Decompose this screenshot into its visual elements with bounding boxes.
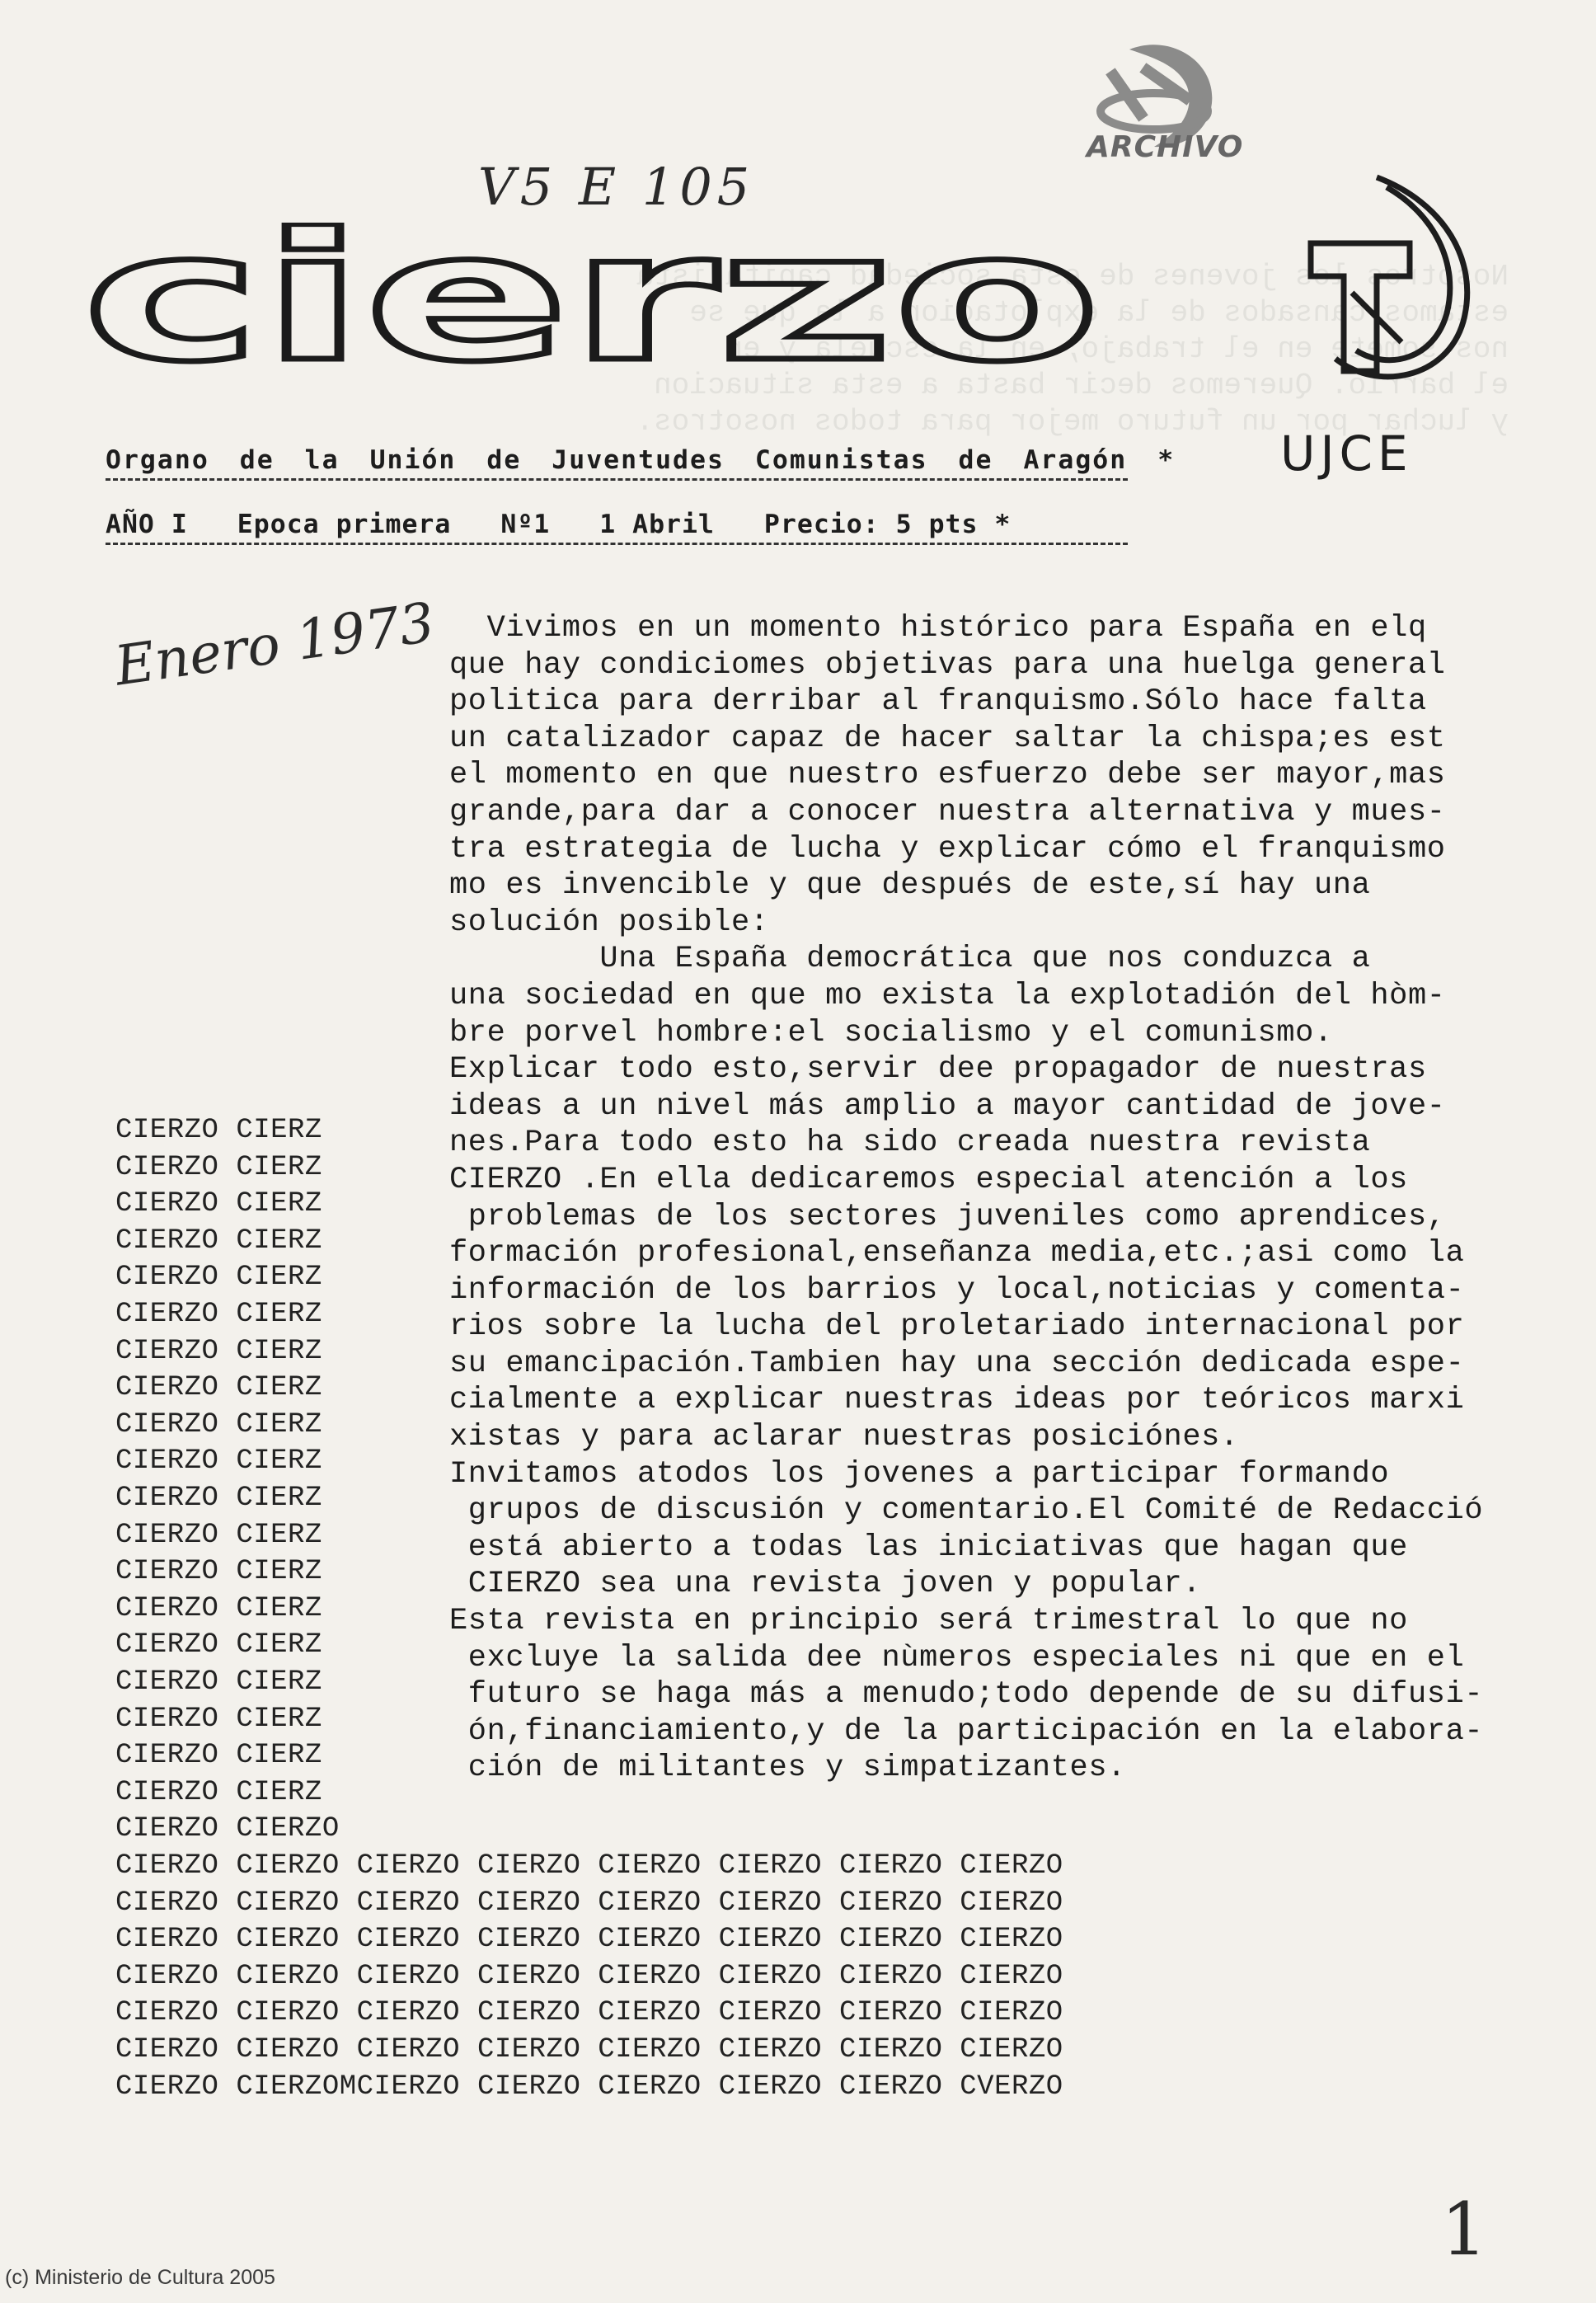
- cierzo-pattern-line: CIERZO CIERZ: [115, 1335, 322, 1367]
- body-line: CIERZO sea una revista joven y popular.: [449, 1567, 1202, 1602]
- body-line: problemas de los sectores juveniles como aprendices,: [449, 1199, 1446, 1234]
- cierzo-pattern-line: CIERZO CIERZ: [115, 1592, 322, 1624]
- body-line: Una España democrática que nos conduzca a: [449, 942, 1371, 977]
- archive-stamp-label: ARCHIVO: [1087, 130, 1244, 164]
- handwritten-page-number: 1: [1441, 2187, 1487, 2272]
- subtitle-word: de: [958, 445, 993, 475]
- cierzo-pattern-line: CIERZO CIERZ: [115, 1372, 322, 1404]
- body-line: está abierto a todas las iniciativas que hagan que: [449, 1530, 1408, 1565]
- body-line: formación profesional,enseñanza media,etc.;asi como la: [449, 1236, 1465, 1271]
- body-line: bre porvel hombre:el socialismo y el comunismo.: [449, 1015, 1333, 1050]
- body-line: el momento en que nuestro esfuerzo debe ser mayor,mas: [449, 758, 1446, 793]
- body-line: excluye la salida dee nùmeros especiales ni que en el: [449, 1640, 1465, 1676]
- editorial-body: [449, 610, 1496, 1787]
- handwritten-date: Enero 1973: [110, 590, 439, 698]
- cierzo-pattern-line: CIERZO CIERZ: [115, 1298, 322, 1330]
- subtitle-word: Juventudes: [552, 445, 725, 475]
- cierzo-pattern-line: CIERZO CIERZOMCIERZO CIERZO CIERZO CIERZO CIERZO CVERZO: [115, 2070, 1063, 2103]
- body-line: cialmente a explicar nuestras ideas por teóricos marxi: [449, 1383, 1465, 1418]
- ujce-label: UJCE: [1280, 425, 1413, 482]
- cierzo-pattern-line: CIERZO CIERZO CIERZO CIERZO CIERZO CIERZO CIERZO CIERZO: [115, 1960, 1063, 1992]
- body-line: información de los barrios y local,noticias y comenta-: [449, 1272, 1465, 1308]
- cierzo-pattern-line: CIERZO CIERZO CIERZO CIERZO CIERZO CIERZO CIERZO CIERZO: [115, 1850, 1063, 1882]
- body-line: rios sobre la lucha del proletariado internacional por: [449, 1309, 1465, 1345]
- issue-number: Nº1: [500, 510, 551, 539]
- subtitle-word: Comunistas: [754, 445, 928, 475]
- body-line: una sociedad en que mo exista la explotadión del hòm-: [449, 978, 1446, 1013]
- body-line: ideas a un nivel más amplio a mayor cantidad de jove-: [449, 1088, 1446, 1124]
- cierzo-pattern-line: CIERZO CIERZO: [115, 1813, 340, 1845]
- body-line: tra estrategia de lucha y explicar cómo el franquismo: [449, 831, 1446, 867]
- subtitle-word: Aragón: [1023, 445, 1128, 475]
- body-line: grande,para dar a conocer nuestra alternativa y mues-: [449, 794, 1446, 830]
- body-line: CIERZO .En ella dedicaremos especial atención a los: [449, 1162, 1408, 1197]
- cierzo-pattern-line: CIERZO CIERZ: [115, 1556, 322, 1588]
- body-line: ón,financiamiento,y de la participación en la elabora-: [449, 1713, 1484, 1749]
- cierzo-pattern-line: CIERZO CIERZO CIERZO CIERZO CIERZO CIERZO CIERZO CIERZO: [115, 1997, 1063, 2029]
- subtitle-word: *: [1157, 445, 1176, 475]
- body-line: futuro se haga más a menudo;todo depende de su difusi-: [449, 1677, 1484, 1713]
- cierzo-pattern-line: CIERZO CIERZ: [115, 1445, 322, 1478]
- cierzo-pattern-line: CIERZO CIERZ: [115, 1629, 322, 1661]
- cierzo-pattern-line: CIERZO CIERZO CIERZO CIERZO CIERZO CIERZO CIERZO CIERZO: [115, 1924, 1063, 1956]
- body-line: que hay condiciomes objetivas para una huelga general: [449, 647, 1446, 683]
- cierzo-pattern-line: CIERZO CIERZ: [115, 1482, 322, 1514]
- subtitle-word: Organo: [106, 445, 209, 475]
- body-line: mo es invencible y que después de este,sí hay una: [449, 868, 1371, 904]
- bleed-through-text: Nosotros los jovenes de esta sociedad capitalista estamos cansados de la explotacion a la que se nos somete en el trabajo, en la escuela y en el barrio. Queremos decir basta a esta situacion y luchar por un futuro mejor para todos nosotros.: [636, 260, 1509, 439]
- handwritten-archive-code: V5 E 105: [478, 157, 755, 217]
- cierzo-pattern-line: CIERZO CIERZ: [115, 1666, 322, 1698]
- cierzo-pattern-line: CIERZO CIERZ: [115, 1151, 322, 1183]
- cierzo-pattern-line: CIERZO CIERZ: [115, 1262, 322, 1294]
- body-line: Invitamos atodos los jovenes a participar formando: [449, 1456, 1390, 1492]
- cierzo-pattern-column: [115, 1112, 340, 1848]
- body-line: xistas y para aclarar nuestras posiciónes.: [449, 1420, 1239, 1455]
- body-line: ción de militantes y simpatizantes.: [449, 1751, 1126, 1786]
- cierzo-pattern-line: CIERZO CIERZ: [115, 1519, 322, 1551]
- body-line: politica para derribar al franquismo.Sólo hace falta: [449, 684, 1427, 720]
- cierzo-pattern-line: CIERZO CIERZ: [115, 1703, 322, 1735]
- issue-epoch: Epoca primera: [237, 510, 452, 539]
- body-line: nes.Para todo esto ha sido creada nuestra revista: [449, 1126, 1371, 1161]
- body-line: Esta revista en principio será trimestral lo que no: [449, 1604, 1408, 1639]
- subtitle-word: de: [239, 445, 275, 475]
- cierzo-pattern-line: CIERZO CIERZ: [115, 1776, 322, 1808]
- issue-price: Precio: 5 pts *: [763, 510, 1012, 539]
- copyright-notice: (c) Ministerio de Cultura 2005: [5, 2266, 275, 2289]
- subtitle-word: Unión: [369, 445, 457, 475]
- issue-year: AÑO I: [106, 510, 188, 539]
- masthead-title-text: cierzo: [82, 223, 1101, 367]
- cierzo-pattern-line: CIERZO CIERZ: [115, 1408, 322, 1441]
- cierzo-pattern-line: CIERZO CIERZ: [115, 1224, 322, 1257]
- subtitle-word: la: [304, 445, 340, 475]
- cierzo-pattern-line: CIERZO CIERZ: [115, 1115, 322, 1146]
- body-line: Vivimos en un momento histórico para España en elq: [449, 611, 1427, 646]
- body-line: Explicar todo esto,servir dee propagador de nuestras: [449, 1052, 1427, 1088]
- cierzo-pattern-line: CIERZO CIERZ: [115, 1188, 322, 1220]
- issue-info: [106, 510, 1128, 545]
- cierzo-pattern-line: CIERZO CIERZ: [115, 1740, 322, 1772]
- issue-date: 1 Abril: [599, 510, 715, 539]
- cierzo-pattern-line: CIERZO CIERZO CIERZO CIERZO CIERZO CIERZO CIERZO CIERZO: [115, 2033, 1063, 2066]
- subtitle-word: de: [486, 445, 522, 475]
- cierzo-pattern-line: CIERZO CIERZO CIERZO CIERZO CIERZO CIERZO CIERZO CIERZO: [115, 1887, 1063, 1919]
- masthead-title: [82, 223, 1105, 367]
- body-line: su emancipación.Tambien hay una sección dedicada espe-: [449, 1346, 1465, 1381]
- ujce-sickle-hammer-icon: [1278, 169, 1484, 400]
- cierzo-pattern-rows: [115, 1848, 1063, 2105]
- body-line: un catalizador capaz de hacer saltar la chispa;es est: [449, 721, 1446, 756]
- masthead-title-graphic: [82, 223, 1105, 367]
- publication-subtitle: [106, 445, 1176, 481]
- body-line: grupos de discusión y comentario.El Comité de Redacció: [449, 1493, 1484, 1529]
- body-line: solución posible:: [449, 905, 769, 940]
